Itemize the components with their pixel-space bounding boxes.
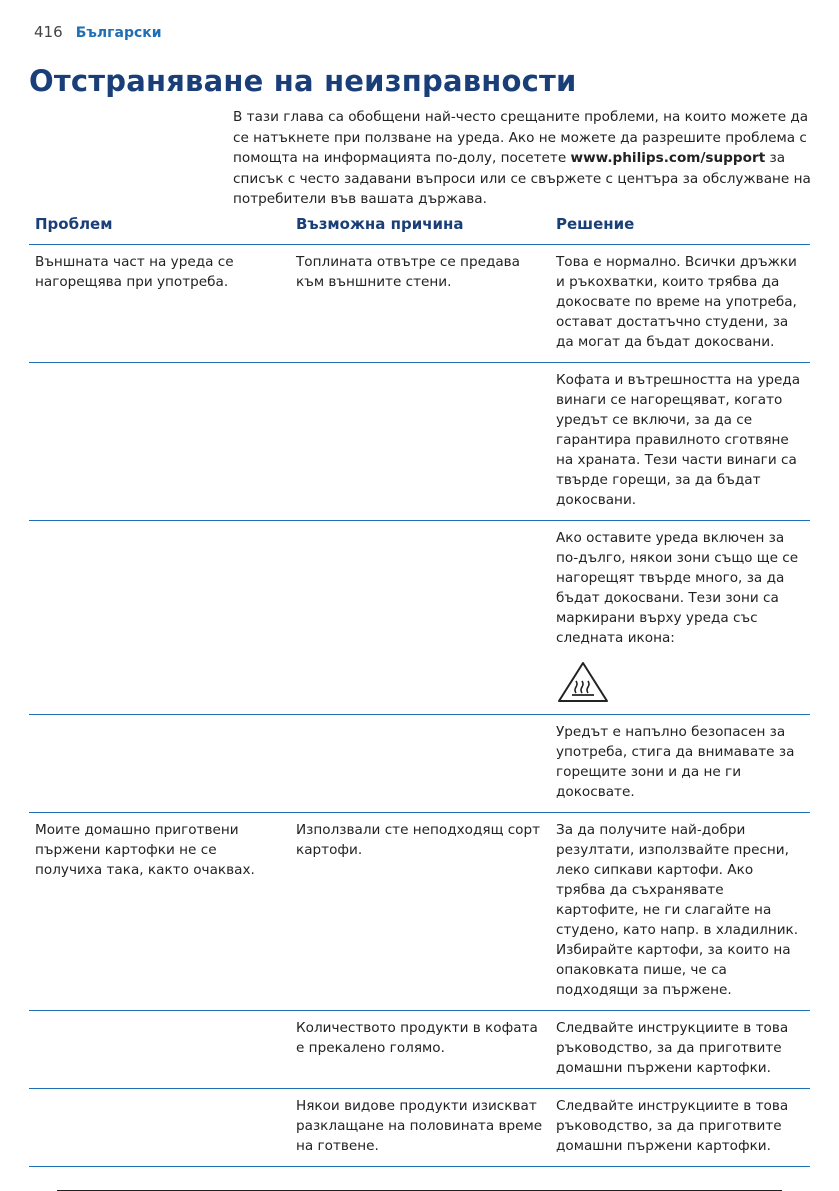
language-label: Български [75,25,162,41]
table-row [29,813,810,1011]
header-problem: Проблем [29,209,290,245]
problem-cell [29,715,290,813]
cause-cell: Топлината отвътре се предава към външните стени. [290,245,550,363]
table-row [29,245,810,363]
troubleshooting-table [29,209,810,1167]
problem-cell [29,1011,290,1089]
support-link[interactable]: www.philips.com/support [570,150,766,166]
solution-cell: Следвайте инструкциите в това ръководство, за да приготвите домашни пържени картофки. [550,1089,810,1167]
solution-cell [550,521,810,715]
problem-cell: Външната част на уреда се нагорещява при употреба. [29,245,290,363]
table-row [29,1011,810,1089]
solution-cell: Кофата и вътрешността на уреда винаги се нагорещяват, когато уредът се включи, за да се гарантира правилното сготвяне на храната. Тези части винаги са твърде горещи, за да бъдат докосвани. [550,363,810,521]
page-header [34,22,162,42]
page-number: 416 [34,23,63,41]
cause-cell [290,363,550,521]
problem-cell: Моите домашно приготвени пържени картофки не се получиха така, както очаквах. [29,813,290,1011]
solution-text: Ако оставите уреда включен за по-дълго, някои зони също ще се нагорещят твърде много, за да бъдат докосвани. Тези зони са маркирани върху уреда със следната икона: [556,530,799,646]
intro-paragraph [233,107,813,210]
page-title: Отстраняване на неизправности [29,64,577,98]
hot-surface-warning-icon [556,660,610,704]
solution-cell: Уредът е напълно безопасен за употреба, стига да внимавате за горещите зони и да не ги докосвате. [550,715,810,813]
intro-text-after: за списък с често задавани въпроси или се свържете с центъра за обслужване на потребители във вашата държава. [233,150,811,207]
cause-cell [290,715,550,813]
problem-cell [29,1089,290,1167]
problem-cell [29,363,290,521]
table-row [29,521,810,715]
header-solution: Решение [550,209,810,245]
solution-cell: За да получите най-добри резултати, използвайте пресни, леко сипкави картофи. Ако трябва да съхранявате картофите, не ги слагайте на студено, като напр. в хладилник. Избирайте картофи, за които на опаковката пише, че са подходящи за пържене. [550,813,810,1011]
cause-cell: Някои видове продукти изискват разклащане на половината време на готвене. [290,1089,550,1167]
solution-cell: Следвайте инструкциите в това ръководство, за да приготвите домашни пържени картофки. [550,1011,810,1089]
cause-cell [290,521,550,715]
problem-cell [29,521,290,715]
table-row [29,715,810,813]
header-cause: Възможна причина [290,209,550,245]
solution-cell: Това е нормално. Всички дръжки и ръкохватки, които трябва да докосвате по време на употреба, остават достатъчно студени, за да могат да бъдат докосвани. [550,245,810,363]
intro-text-before: В тази глава са обобщени най-често срещаните проблеми, на които можете да се натъкнете при ползване на уреда. Ако не можете да разрешите проблема с помощта на информацията по-долу, посетете [233,109,809,166]
cause-cell: Използвали сте неподходящ сорт картофи. [290,813,550,1011]
table-row [29,1089,810,1167]
table-header-row [29,209,810,245]
cause-cell: Количеството продукти в кофата е прекалено голямо. [290,1011,550,1089]
table-row [29,363,810,521]
